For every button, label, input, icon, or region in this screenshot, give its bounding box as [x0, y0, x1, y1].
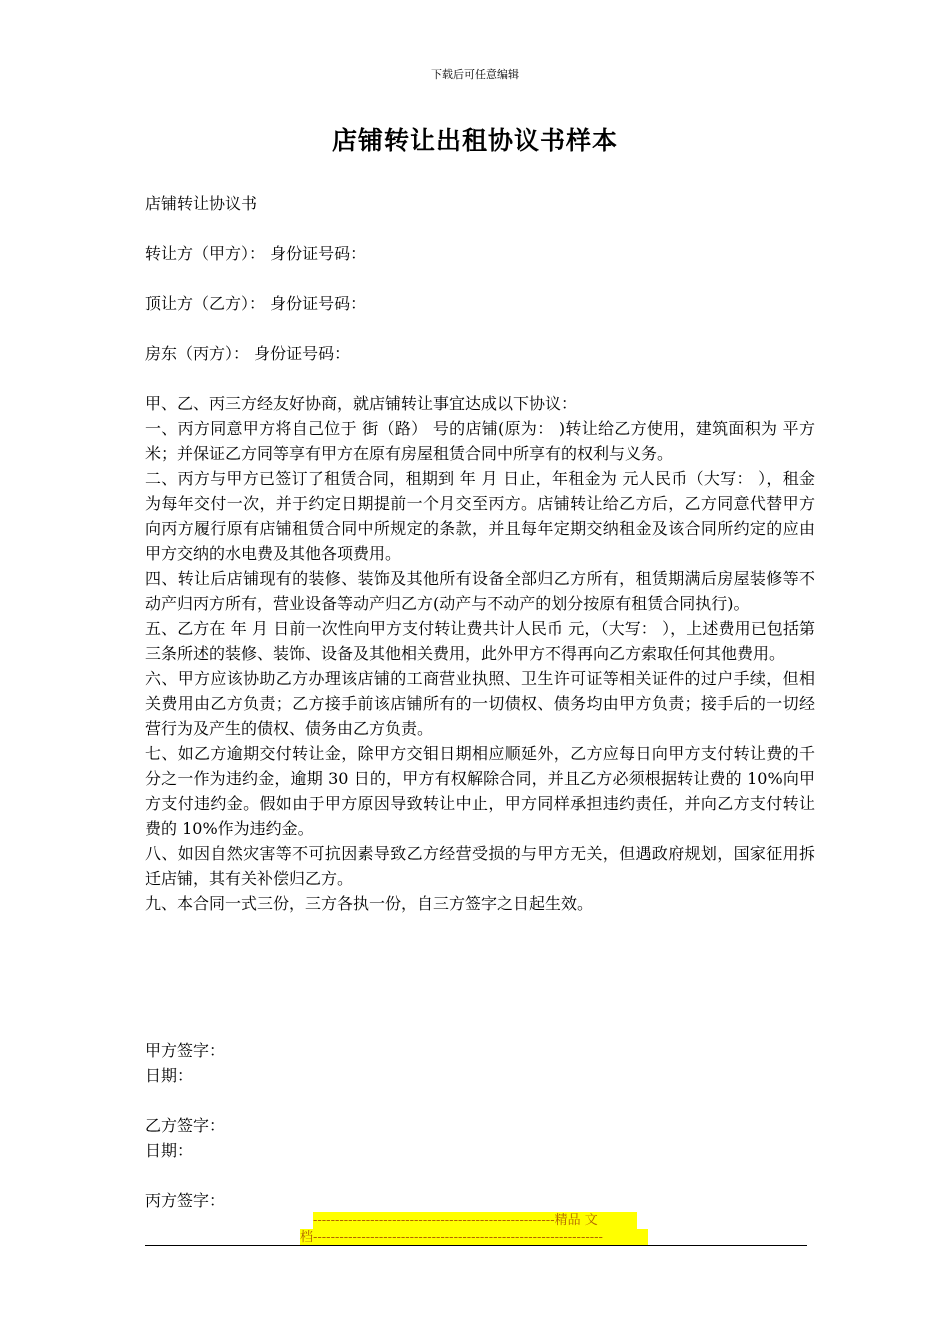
- clause-6: 六、甲方应该协助乙方办理该店铺的工商营业执照、卫生许可证等相关证件的过户手续，但相关费用由乙方负责；乙方接手前该店铺所有的一切债权、债务均由甲方负责；接手后的一切经营行为及产生的债权、债务由乙方负责。: [145, 669, 815, 738]
- footer-divider: [145, 1245, 807, 1246]
- clause-1: 一、丙方同意甲方将自己位于 街（路） 号的店铺(原为： )转让给乙方使用，建筑面积为 平方米；并保证乙方同等享有甲方在原有房屋租赁合同中所享有的权利与义务。: [145, 419, 815, 463]
- clause-7: 七、如乙方逾期交付转让金，除甲方交钼日期相应顺延外，乙方应每日向甲方支付转让费的千分之一作为违约金，逾期 30 日的，甲方有权解除合同，并且乙方必须根据转让费的 10%向甲方支付违约金。假如由于甲方原因导致转让中止，甲方同样承担违约责任，并向乙方支付转让费的 10%作为违约金。: [145, 744, 815, 838]
- signature-block-b: [145, 1113, 815, 1163]
- header-note: 下载后可任意编辑: [431, 68, 519, 81]
- party-a-signature-label: 甲方签字：: [145, 1041, 226, 1060]
- party-b-line: [145, 291, 815, 316]
- party-a-date-label: 日期：: [145, 1066, 194, 1085]
- clause-2: 二、丙方与甲方已签订了租赁合同，租期到 年 月 日止，年租金为 元人民币（大写： ），租金为每年交付一次，并于约定日期提前一个月交至丙方。店铺转让给乙方后，乙方同意代替甲方向丙方履行原有店铺租赁合同中所规定的条款，并且每年定期交纳租金及该合同所约定的应由甲方交纳的水电费及其他各项费用。: [145, 469, 815, 563]
- subtitle-text: 店铺转让协议书: [145, 194, 258, 213]
- clause-9: 九、本合同一式三份，三方各执一份，自三方签字之日起生效。: [145, 894, 594, 913]
- clause-5: 五、乙方在 年 月 日前一次性向甲方支付转让费共计人民币 元，（大写： ），上述费用已包括第三条所述的装修、装饰、设备及其他相关费用，此外甲方不得再向乙方索取任何其他费用。: [145, 619, 815, 663]
- signature-block-c: [145, 1188, 815, 1213]
- party-a-line: [145, 241, 815, 266]
- party-c-signature-label: 丙方签字：: [145, 1191, 226, 1210]
- party-b-signature-label: 乙方签字：: [145, 1116, 226, 1135]
- footer-watermark: [300, 1212, 650, 1246]
- clause-4: 四、转让后店铺现有的装修、装饰及其他所有设备全部归乙方所有，租赁期满后房屋装修等不动产归丙方所有，营业设备等动产归乙方(动产与不动产的划分按原有租赁合同执行)。: [145, 569, 815, 613]
- intro-paragraph: 甲、乙、丙三方经友好协商，就店铺转让事宜达成以下协议：: [145, 394, 578, 413]
- agreement-body: [145, 391, 815, 916]
- party-b-date-label: 日期：: [145, 1141, 194, 1160]
- document-subtitle: [145, 191, 815, 216]
- party-c-line: [145, 341, 815, 366]
- party-b-text: 顶让方（乙方）： 身份证号码：: [145, 294, 367, 313]
- document-title: 店铺转让出租协议书样本: [331, 126, 618, 155]
- clause-8: 八、如因自然灾害等不可抗因素导致乙方经营受损的与甲方无关，但遇政府规划，国家征用拆迁店铺，其有关补偿归乙方。: [145, 844, 815, 888]
- party-a-text: 转让方（甲方）： 身份证号码：: [145, 244, 367, 263]
- party-c-text: 房东（丙方）： 身份证号码：: [145, 344, 351, 363]
- signature-block-a: [145, 1038, 815, 1088]
- footer-line-1: -------------------------------------------------------精品 文: [313, 1212, 637, 1229]
- footer-line-2: 档------------------------------------------------------------------: [300, 1229, 648, 1246]
